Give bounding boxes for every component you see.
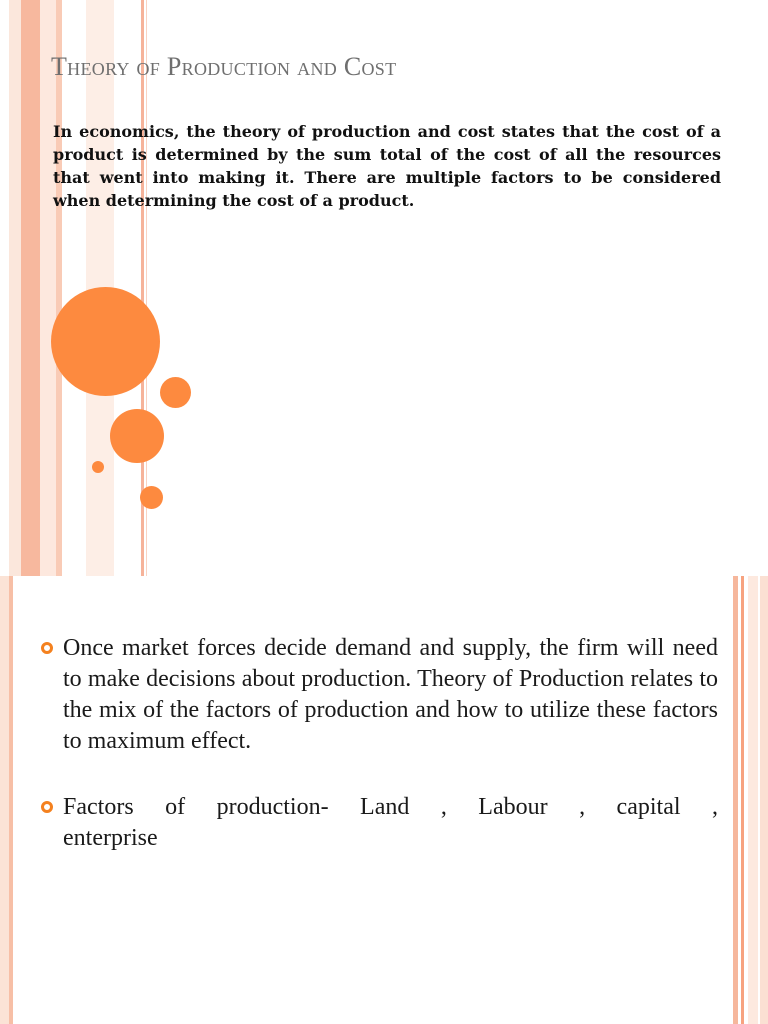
decorative-circle-medium (110, 409, 164, 463)
decorative-stripe (0, 576, 9, 1024)
bullet-text: Once market forces decide demand and supply, the firm will need to make decisions about production. Theory of Production relates to the mix of the factors of production and how to utilize these factors to maximum effect. (63, 635, 718, 754)
list-item (38, 792, 718, 854)
decorative-stripe (741, 576, 744, 1024)
bullet-text-line: Factors of production- Land , Labour , capital , (63, 794, 718, 820)
decorative-stripe (733, 576, 738, 1024)
slide-title: Theory of Production and Cost (51, 52, 397, 81)
decorative-stripe (748, 576, 758, 1024)
decorative-circle-small (92, 461, 104, 473)
decorative-circle (160, 377, 191, 408)
hollow-circle-bullet-icon (41, 642, 53, 654)
intro-paragraph: In economics, the theory of production and cost states that the cost of a product is determined by the sum total of the cost of all the resources that went into making it. There are multiple factors to be considered when determining the cost of a product. (53, 122, 721, 210)
decorative-circle (140, 486, 163, 509)
decorative-stripe (760, 576, 768, 1024)
decorative-stripe (21, 0, 40, 576)
bullet-list (38, 633, 718, 854)
decorative-circle-large (51, 287, 160, 396)
hollow-circle-bullet-icon (41, 801, 53, 813)
bullet-text-line: enterprise (63, 825, 158, 851)
decorative-stripe (9, 0, 21, 576)
decorative-stripe (40, 0, 56, 576)
list-item (38, 633, 718, 757)
decorative-stripe (9, 576, 13, 1024)
decorative-stripe (56, 0, 62, 576)
